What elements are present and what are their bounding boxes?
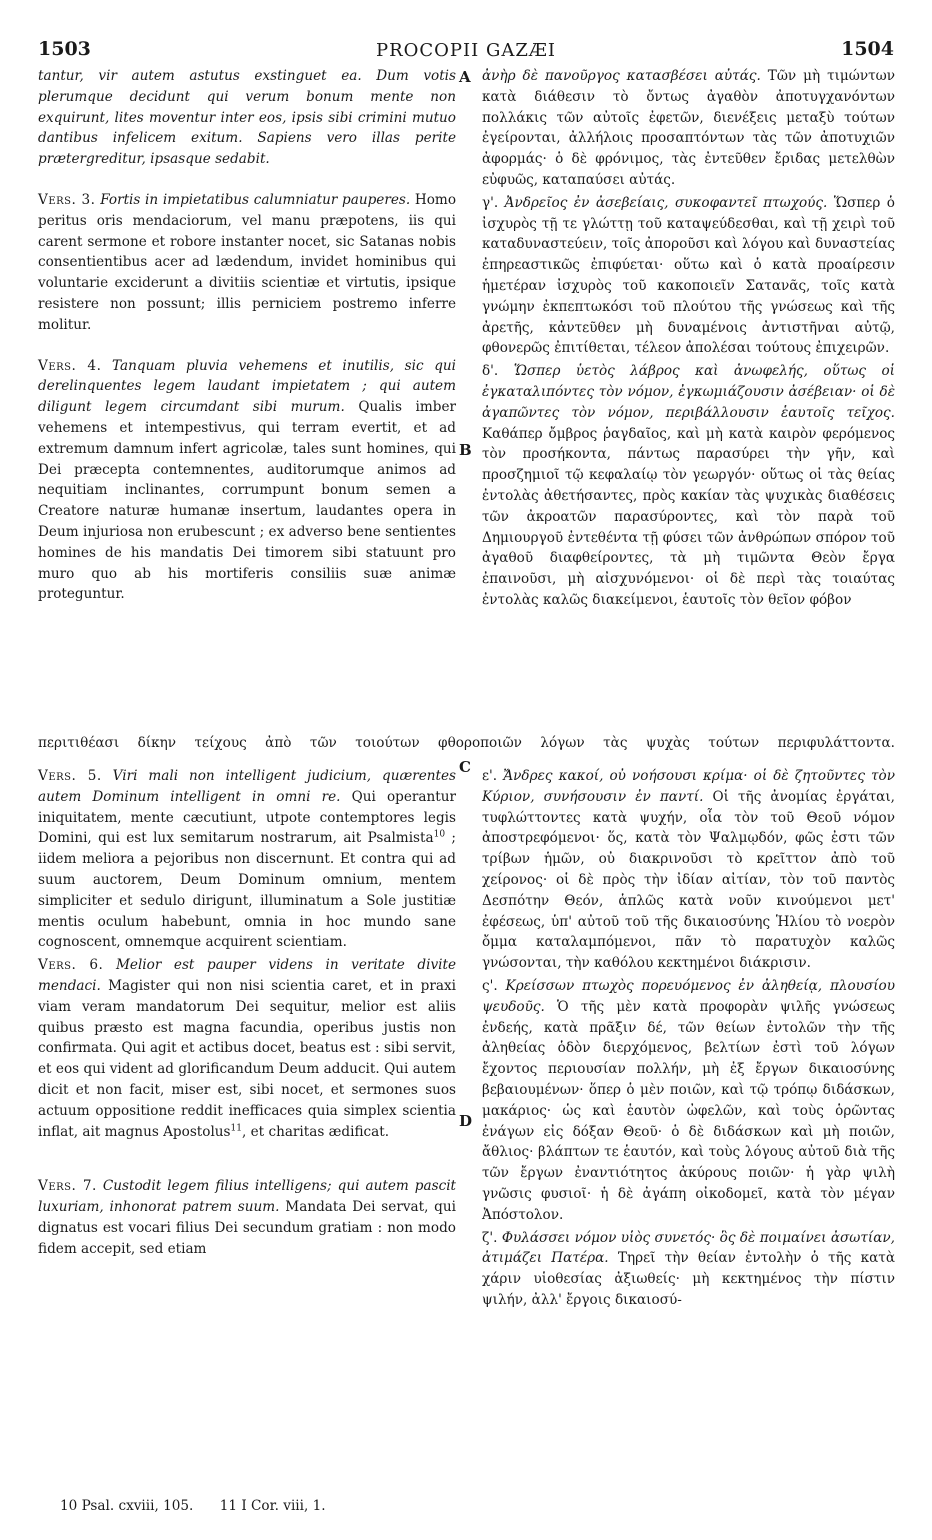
greek-lemma: Ὥσπερ ὑετὸς λάβρος καὶ ἀνωφελής, οὕτως οἱ ἐγκαταλιπόντες τὸν νόμον, ἐγκωμιάζουσιν ἀσέβειαν· οἱ δὲ ἀγαπῶντες τὸν νόμον, περιβάλλουσιν ἑαυτοῖς τεῖχος. xyxy=(482,363,895,421)
greek-text: Τηρεῖ τὴν θείαν ἐντολὴν ὁ τῆς κατὰ χάριν υἱοθεσίας ἀξιωθείς· μὴ κεκτημένος τὴν πίστιν ψιλήν, ἀλλ' ἔργοις δικαιοσύ- xyxy=(482,1250,896,1308)
greek-text: Καθάπερ ὄμβρος ῥαγδαῖος, καὶ μὴ κατὰ καιρὸν φερόμενος τὸν προσήκοντα, πάντως παρασύρει τὴν γῆν, καὶ προσζημιοῖ τῷ κεφαλαίῳ τὸν γεωργόν· οὕτως οἱ τὰς θείας ἐντολὰς ἀθετήσαντες, πρὸς κακίαν τὰς ψυχικὰς διαθέσεις τῶν ἀκροατῶν παρασύροντες, καὶ τὸν παρὰ τοῦ Δημιουργοῦ ἐντεθέντα τῇ φύσει τῶν ἀνθρώπων σπόρον τοῦ ἀγαθοῦ διαφθείροντες, τὰ μὴ τιμῶντα Θεὸν ἔργα ἐπαινοῦσι, μὴ αἰσχυνόμενοι· οἱ δὲ περὶ τὰς τοιαύτας ἐντολὰς καλῶς διακείμενοι, ἑαυτοῖς τὸν θεῖον φόβον xyxy=(482,425,895,608)
greek-paragraph xyxy=(482,361,895,611)
latin-text: Magister qui non nisi scientia caret, et in praxi viam veram mandatorum Dei sequitur, melior est aliis quibus præsto est magna facundia, operibus justis non confirmata. Qui agit et actibus docet, beatus est : sibi servit, et eos qui vident ad glorificandum Deum adducit. Qui autem dicit et non facit, miser est, sibi nocet, et sermones suos actuum oppositione reddit inefficaces quia simplex scientia inflat, ait magnus Apostolus xyxy=(38,977,456,1140)
latin-paragraph xyxy=(38,955,456,1142)
verse-number: γ'. xyxy=(482,194,499,211)
latin-lemma: Tanquam pluvia vehemens et inutilis, sic qui derelinquentes legem laudant impietatem ; qui autem diligunt legem circumdant sibi murum. xyxy=(38,357,456,416)
margin-letter-a: A xyxy=(459,68,471,86)
verse-label: Vers. 7. xyxy=(38,1178,97,1195)
latin-lemma: Custodit legem filius intelligens; qui autem pascit luxuriam, inhonorat patrem suum. xyxy=(38,1178,457,1216)
verse-label: Vers. 5. xyxy=(38,768,102,784)
latin-lemma: Fortis in impietatibus calumniatur pauperes. xyxy=(100,191,411,208)
greek-lemma: Ἀνδρεῖος ἐν ἀσεβείαις, συκοφαντεῖ πτωχούς. xyxy=(504,194,828,211)
latin-text: ; iidem meliora a pejoribus non discernunt. Et contra qui ad suum auctorem, Deum Dominum omnium, mentem simpliciter et sedulo dirigunt, illuminatum a Sole justitiæ mentis oculum habebunt, omnia in hoc mundo sane cognoscent, omnemque acquirent scientiam. xyxy=(38,830,456,951)
footnotes xyxy=(60,1496,348,1516)
margin-letter-d: D xyxy=(459,1112,473,1130)
greek-paragraph xyxy=(482,976,895,1226)
verse-label: Vers. 3. xyxy=(38,191,96,208)
greek-text: Τῶν μὴ τιμώντων κατὰ διάθεσιν τὸ ὄντως ἀγαθὸν ἀποτυγχανόντων πολλάκις τῶν αὐτοῖς ἐφετῶν, διενέξεις μεταξὺ τούτων ἐγείρονται, ἀλλήλοις προσαπτόντων τὰς τῶν ἀποτυχιῶν ἀφορμάς· ὁ δὲ φρόνιμος, τὰς ἐντεῦθεν ἔριδας μετελθὼν εὐφυῶς, καταπαύσει αὐτάς. xyxy=(482,68,895,188)
greek-text: Ὥσπερ ὁ ἰσχυρὸς τῇ τε γλώττῃ τοῦ καταψεύδεσθαι, καὶ τῇ χειρὶ τοῦ καταδυναστεύειν, τοῖς ἀποροῦσι καὶ λόγου καὶ δυναστείας ἐπηρεαστικῶς ἐπιφύεται· οὕτω καὶ ὁ κατὰ προαίρεσιν ἡμετέραν ἰσχυρὸς τοῦ κακοποιεῖν Σατανᾶς, τοῖς κατὰ γνώμην ἐκπεπτωκόσι τοῦ πλούτου τῆς γνώσεως καὶ τῆς ἀρετῆς, κἀντεῦθεν μὴ δυναμένοις ἀντιστῆναι αὐτῷ, φθονερῶς ἐπιτίθεται, τέλεον ἀπολέσαι τούτους ἐπιχειρῶν. xyxy=(482,194,895,357)
page-header xyxy=(38,38,894,64)
footnote-10: 10 Psal. cxviii, 105. xyxy=(60,1498,194,1514)
running-title: PROCOPII GAZÆI xyxy=(375,40,557,61)
latin-text: Mandata Dei servat, qui dignatus est vocari filius Dei secundum gratiam : non modo fidem accepit, sed etiam xyxy=(38,1199,456,1257)
latin-paragraph xyxy=(38,766,456,953)
greek-paragraph xyxy=(482,1228,895,1311)
greek-paragraph xyxy=(482,766,895,974)
latin-text: Homo peritus oris mendaciorum, vel manu præpotens, iis qui carent sermone et robore instanter nocet, sic Satanas nobis consentientibus acer ad lædendum, invidet hominibus qui voluntarie exciderunt a divitiis scientiæ et virtutis, ipsique resistere non possunt; illis perniciem postremo inferre molitur. xyxy=(38,191,457,333)
greek-spanning-line: περιτιθέασι δίκην τείχους ἀπὸ τῶν τοιούτων φθοροποιῶν λόγων τὰς ψυχὰς τούτων περιφυλάττοντα. xyxy=(38,735,895,751)
footnote-ref: 11 xyxy=(230,1123,242,1134)
latin-column-lower xyxy=(38,766,456,1260)
latin-paragraph xyxy=(38,1176,456,1259)
footnote-11: 11 I Cor. viii, 1. xyxy=(219,1498,326,1514)
greek-lemma: Φυλάσσει νόμον υἱὸς συνετός· ὃς δὲ ποιμαίνει ἀσωτίαν, ἀτιμάζει Πατέρα. xyxy=(482,1229,895,1267)
latin-text: , et charitas ædificat. xyxy=(241,1123,390,1140)
verse-number: ς'. xyxy=(482,977,498,994)
latin-lemma: tantur, vir autem astutus exstinguet ea. Dum votis plerumque decidunt qui verum bonum mente non exquirunt, lites moventur inter eos, ipsis sibi crimini mutuo dantibus infelicem exitum. Sapiens vero illas perite prætergreditur, ipsasque sedabit. xyxy=(38,68,456,168)
latin-text: Qui operantur iniquitatem, mente cæcutiunt, utpote contemptores legis Domini, qui est lux semitarum nostrarum, ait Psalmista xyxy=(38,788,456,847)
latin-paragraph xyxy=(38,356,456,606)
verse-number: ε'. xyxy=(482,768,498,784)
greek-lemma: ἀνὴρ δὲ πανοῦργος κατασβέσει αὐτάς. xyxy=(482,68,761,84)
verse-label: Vers. 6. xyxy=(38,957,104,974)
greek-lemma: Κρείσσων πτωχὸς πορευόμενος ἐν ἀληθείᾳ, πλουσίου ψευδοῦς. xyxy=(482,977,896,1015)
greek-text: Οἱ τῆς ἀνομίας ἐργάται, τυφλώττοντες κατὰ ψυχήν, οἷα τὸν τοῦ Θεοῦ νόμον ἀποστρεφόμενοι· ὅς, κατὰ τὸν Ψαλμῳδόν, φῶς ἐστι τῶν τρίβων ἡμῶν, οὐ διακρινοῦσι τὸ κρεῖττον ἀπὸ τοῦ χείρονος· οἱ δὲ πρὸς τὴν ἰδίαν αἰτίαν, τὸν τοῦ παντὸς Δεσπότην Θεόν, ἁπλῶς κατὰ νοῦν κινούμενοι μετ' ἐφέσεως, ὑπ' αὐτοῦ τοῦ τῆς δικαιοσύνης Ἡλίου τὸ νοερὸν ὄμμα καταλαμπόμενοι, πᾶν τὸ παρατυχὸν καλῶς γνώσονται, τὴν καθόλου κεκτημένοι διάκρισιν. xyxy=(482,788,895,972)
greek-column-lower xyxy=(482,766,895,1311)
greek-paragraph xyxy=(482,193,895,359)
latin-paragraph xyxy=(38,190,456,336)
verse-label: Vers. 4. xyxy=(38,357,102,374)
latin-lemma: Melior est pauper videns in veritate divite mendaci. xyxy=(38,957,456,994)
page-number-left: 1503 xyxy=(38,38,91,60)
greek-paragraph xyxy=(482,66,895,191)
margin-letter-b: B xyxy=(459,441,472,459)
greek-text: Ὁ τῆς μὲν κατὰ προφορὰν ψιλῆς γνώσεως ἐνδεής, κατὰ πρᾶξιν δέ, τῶν θείων ἐντολῶν τὴν τῆς ἀληθείας ὁδὸν διερχόμενος, βελτίων ἐστὶ τοῦ λόγων ἔχοντος περιουσίαν πολλήν, μὴ ἐξ ἔργων δικαιοσύνης βεβαιουμένων· ὅπερ ὁ μὲν ποιῶν, καὶ τῷ τρόπῳ διδάσκων, μακάριος· ὡς καὶ ἑαυτὸν ὠφελῶν, καὶ τοὺς ὁρῶντας ἐνάγων εἰς δόξαν Θεοῦ· ὁ δὲ διδάσκων καὶ μὴ ποιῶν, ἄθλιος· βλάπτων τε ἑαυτόν, καὶ τοὺς λόγους αὐτοῦ διὰ τῆς τῶν ἔργων ἐναντιότητος ἀκύρους ποιῶν· ἡ γὰρ ψιλὴ γνῶσις φυσιοῖ· ἡ δὲ ἀγάπη οἰκοδομεῖ, κατὰ τὸν μέγαν Ἀπόστολον. xyxy=(482,998,895,1223)
latin-paragraph xyxy=(38,66,456,170)
latin-lemma: Viri mali non intelligent judicium, quærentes autem Dominum intelligent in omni re. xyxy=(38,768,457,805)
margin-letter-c: C xyxy=(459,758,471,776)
latin-column-upper xyxy=(38,66,456,605)
verse-number: ζ'. xyxy=(482,1229,498,1246)
greek-lemma: Ἄνδρες κακοί, οὐ νοήσουσι κρίμα· οἱ δὲ ζητοῦντες τὸν Κύριον, συνήσουσιν ἐν παντί. xyxy=(482,768,895,805)
greek-column-upper xyxy=(482,66,895,611)
footnote-ref: 10 xyxy=(433,829,446,840)
verse-number: δ'. xyxy=(482,363,499,380)
page-number-right: 1504 xyxy=(841,38,894,60)
latin-text: Qualis imber vehemens et intempestivus, qui terram evertit, et ad extremum damnum infert agricolæ, tales sunt homines, qui Dei præcepta contemnentes, auditorumque animos ad nequitiam inclinantes, corrumpunt bonum semen a Creatore naturæ humanæ insertum, laudantes opera in Deum injuriosa non erubescunt ; ex adverso bene sentientes homines de his mandatis Dei timorem sibi statuunt pro muro quo ab his mortiferis consiliis suæ animæ proteguntur. xyxy=(38,399,456,603)
